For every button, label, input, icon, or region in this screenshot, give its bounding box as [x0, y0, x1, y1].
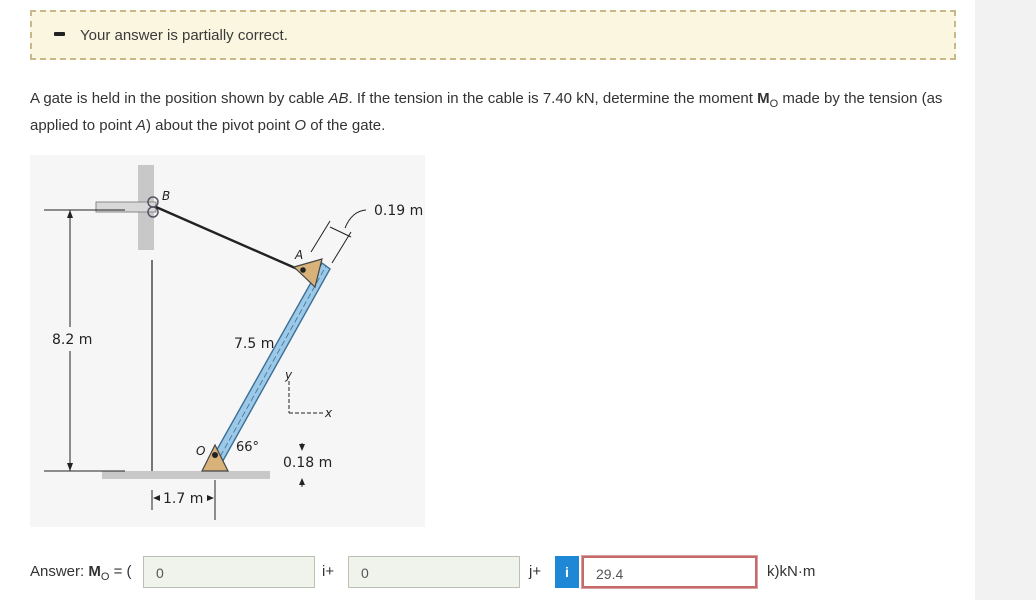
diagram-svg	[30, 155, 425, 527]
question-part: ) about the pivot point	[145, 117, 295, 134]
moment-subscript: O	[769, 98, 779, 110]
cable-label: AB	[328, 90, 349, 107]
dim-82-label: 8.2 m	[52, 332, 93, 348]
right-gutter	[975, 0, 1036, 600]
i-component-input[interactable]: 0	[143, 556, 315, 588]
dim-75-label: 7.5 m	[234, 336, 275, 352]
label-x: x	[325, 406, 333, 420]
dim-018-head-up	[299, 478, 305, 485]
status-text: Your answer is partially correct.	[80, 27, 288, 44]
dim-019-line	[330, 227, 351, 237]
info-icon[interactable]: i	[555, 556, 579, 588]
question-part: . If the tension in the cable is 7.40 kN, determine the moment	[348, 90, 758, 107]
point-o-label: O	[294, 117, 307, 134]
dim-018-head-down	[299, 444, 305, 451]
j-separator: j+	[529, 563, 542, 580]
answer-prefix: Answer:	[30, 563, 89, 580]
point-o-dot	[212, 452, 218, 458]
answer-row	[30, 556, 930, 588]
question-text	[30, 88, 960, 137]
ground	[102, 471, 270, 479]
question-part: of the gate.	[306, 117, 386, 134]
gate-diagram	[30, 155, 425, 527]
dim-019-ext1	[311, 221, 330, 252]
dim-019-ext2	[332, 232, 351, 263]
j-component-input[interactable]: 0	[348, 556, 520, 588]
question-part: A gate is held in the position shown by cable	[30, 90, 329, 107]
label-b: B	[162, 189, 171, 203]
dim-019-label: 0.19 m	[374, 203, 424, 219]
point-a-label: A	[135, 117, 146, 134]
minus-icon	[54, 32, 65, 36]
label-o: O	[196, 444, 206, 458]
point-a-dot	[300, 267, 306, 273]
angle-label: 66°	[236, 440, 260, 455]
k-component-input[interactable]: 29.4	[582, 556, 757, 588]
cable-ab	[156, 207, 302, 271]
dim-82-arrow-bottom	[67, 463, 73, 471]
label-y: y	[285, 368, 293, 382]
dim-019-leader	[345, 210, 366, 228]
label-a: A	[295, 248, 304, 262]
question-part: made by the tension (as applied to point	[30, 90, 943, 134]
answer-unit: k)kN·m	[767, 563, 816, 580]
moment-symbol: M	[757, 90, 770, 107]
dim-17-arrow-right	[207, 495, 214, 501]
dim-82-arrow-top	[67, 210, 73, 218]
dim-17-label: 1.7 m	[163, 491, 204, 507]
status-banner	[30, 10, 956, 60]
dim-17-arrow-left	[153, 495, 160, 501]
answer-moment-subscript: O	[100, 571, 110, 583]
answer-label	[30, 563, 132, 583]
answer-suffix: = (	[109, 563, 132, 580]
gate-bar	[210, 263, 330, 466]
dim-018-label: 0.18 m	[283, 455, 333, 471]
answer-moment-symbol: M	[88, 563, 101, 580]
i-separator: i+	[322, 563, 335, 580]
